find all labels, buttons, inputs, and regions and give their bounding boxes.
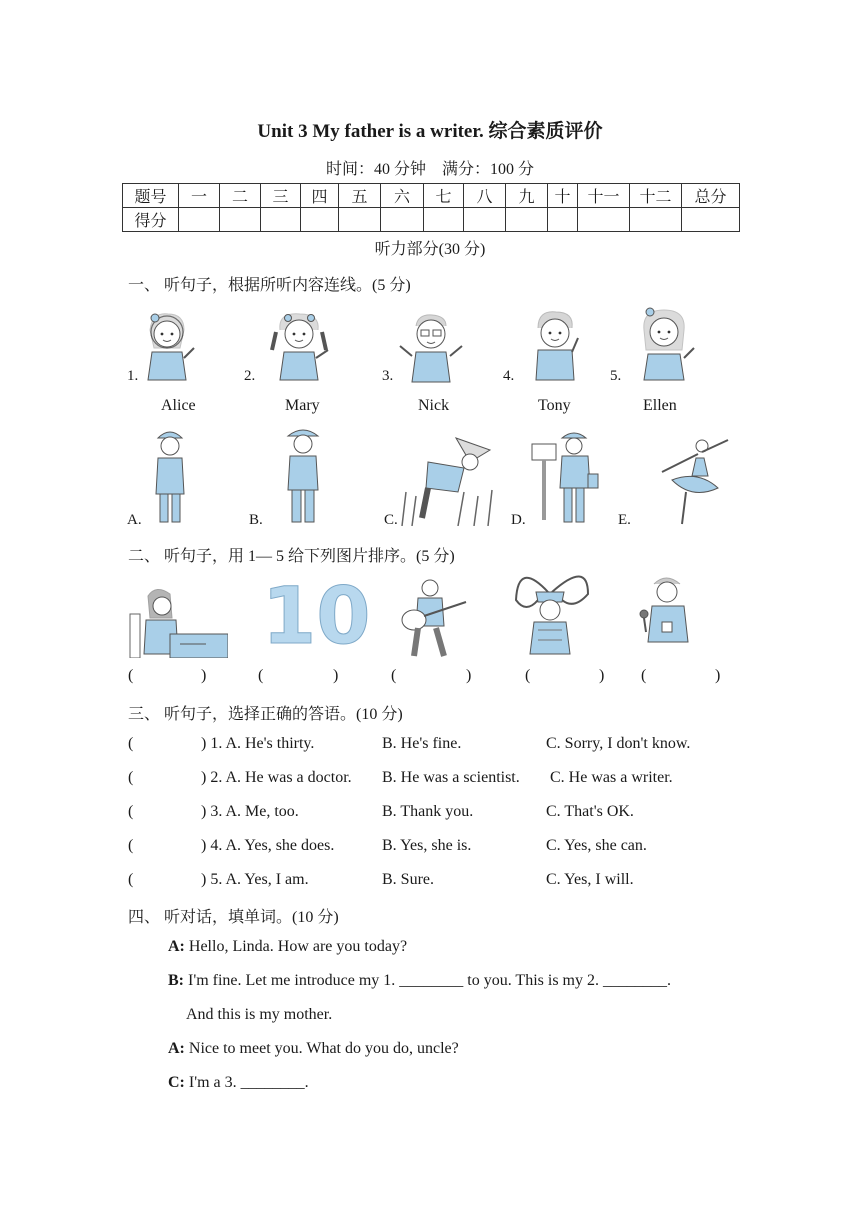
paren-open: ( [525, 667, 531, 684]
item-number: 3. [382, 368, 394, 384]
answer-paren[interactable]: ( [128, 735, 134, 752]
reporter-figure [636, 572, 700, 658]
header-cell: 十 [548, 184, 578, 208]
speaker-label: A: [168, 938, 185, 955]
option-a: ) 2. A. He was a doctor. [201, 769, 352, 786]
header-cell: 三 [261, 184, 301, 208]
dialogue-line [168, 1074, 738, 1092]
option-b: B. Yes, she is. [382, 837, 472, 854]
option-letter: D. [511, 512, 526, 528]
name-ellen: Ellen [643, 397, 677, 414]
option-a: ) 5. A. Yes, I am. [201, 871, 309, 888]
page-title: Unit 3 My father is a writer. 综合素质评价 [257, 121, 603, 142]
option-a: ) 3. A. Me, too. [201, 803, 299, 820]
answer-paren[interactable]: ( [128, 871, 134, 888]
score-cell[interactable] [261, 208, 301, 232]
score-cell[interactable] [548, 208, 578, 232]
score-cell[interactable] [682, 208, 740, 232]
paren-close: ) [715, 667, 721, 684]
row-label-cell: 得分 [123, 208, 179, 232]
name-tony: Tony [538, 397, 571, 414]
tony-figure [528, 308, 582, 384]
header-cell: 十二 [630, 184, 682, 208]
question-row-2 [128, 769, 748, 791]
name-mary: Mary [285, 397, 320, 414]
paren-open: ( [391, 667, 397, 684]
paren-open: ( [128, 667, 134, 684]
header-cell: 一 [179, 184, 220, 208]
score-cell[interactable] [179, 208, 220, 232]
item-number: 1. [127, 368, 139, 384]
paren-close: ) [466, 667, 472, 684]
time-label: 时间：40 分钟 [325, 161, 426, 178]
option-a: ) 4. A. Yes, she does. [201, 837, 335, 854]
header-cell: 总分 [682, 184, 740, 208]
option-letter: E. [618, 512, 631, 528]
option-c: C. He was a writer. [550, 769, 673, 786]
paren-close: ) [333, 667, 339, 684]
score-cell[interactable] [381, 208, 424, 232]
policeman-figure [282, 424, 324, 526]
mary-figure [268, 308, 332, 384]
dialogue-line [168, 972, 738, 990]
nick-figure [396, 310, 466, 384]
paren-open: ( [258, 667, 264, 684]
dancer-figure [652, 432, 732, 526]
option-letter: A. [127, 512, 142, 528]
option-c: C. Sorry, I don't know. [546, 735, 691, 752]
option-b: B. Sure. [382, 871, 434, 888]
dialogue-text[interactable]: I'm a 3. ________. [188, 1074, 309, 1091]
teacher-writing-figure [126, 584, 228, 658]
option-letter: B. [249, 512, 263, 528]
header-cell: 题号 [123, 184, 179, 208]
answer-paren[interactable]: ( [128, 769, 134, 786]
guitarist-figure [396, 576, 468, 660]
item-number: 5. [610, 368, 622, 384]
dialogue-line [168, 1040, 738, 1058]
answer-paren[interactable]: ( [128, 837, 134, 854]
dialogue-line [186, 1006, 756, 1024]
header-cell: 四 [301, 184, 339, 208]
option-c: C. Yes, I will. [546, 871, 634, 888]
score-table [122, 183, 740, 232]
listening-part-label: 听力部分(30 分) [374, 241, 486, 258]
header-cell: 六 [381, 184, 424, 208]
postman-figure [530, 428, 602, 526]
option-b: B. He was a scientist. [382, 769, 520, 786]
score-cell[interactable] [301, 208, 339, 232]
dialogue-text: Nice to meet you. What do you do, uncle? [188, 1040, 459, 1057]
score-cell[interactable] [630, 208, 682, 232]
question-row-4 [128, 837, 748, 859]
header-cell: 五 [339, 184, 381, 208]
score-cell[interactable] [220, 208, 261, 232]
section3-heading: 三、 听句子，选择正确的答语。(10 分) [128, 706, 403, 723]
speaker-label: C: [168, 1074, 185, 1091]
paren-close: ) [201, 667, 207, 684]
policewoman-figure [150, 426, 190, 526]
header-cell: 二 [220, 184, 261, 208]
score-table-score-row [123, 208, 740, 232]
paren-open: ( [641, 667, 647, 684]
dialogue-text: Hello, Linda. How are you today? [188, 938, 408, 955]
option-c: C. Yes, she can. [546, 837, 647, 854]
question-row-1 [128, 735, 748, 757]
paren-close: ) [599, 667, 605, 684]
score-cell[interactable] [464, 208, 506, 232]
score-cell[interactable] [339, 208, 381, 232]
opera-performer-figure [508, 570, 592, 660]
dialogue-line [168, 938, 738, 956]
item-number: 4. [503, 368, 515, 384]
header-cell: 十一 [578, 184, 630, 208]
name-alice: Alice [161, 397, 196, 414]
question-row-3 [128, 803, 748, 825]
number-ten-image: 10 [262, 572, 371, 662]
option-letter: C. [384, 512, 398, 528]
speaker-label: B: [168, 972, 184, 989]
header-cell: 九 [506, 184, 548, 208]
name-nick: Nick [418, 397, 450, 414]
item-number: 2. [244, 368, 256, 384]
dialogue-text[interactable]: I'm fine. Let me introduce my 1. ________ to you. This is my 2. ________. [188, 972, 671, 989]
score-table-header-row [123, 184, 740, 208]
score-label: 满分：100 分 [442, 161, 535, 178]
option-c: C. That's OK. [546, 803, 634, 820]
exam-info [0, 156, 860, 179]
section1-heading: 一、 听句子，根据所听内容连线。(5 分) [128, 277, 411, 294]
dialogue-text: And this is my mother. [186, 1006, 333, 1023]
option-b: B. He's fine. [382, 735, 462, 752]
score-cell[interactable] [506, 208, 548, 232]
header-cell: 八 [464, 184, 506, 208]
score-cell[interactable] [578, 208, 630, 232]
alice-figure [140, 308, 202, 384]
option-b: B. Thank you. [382, 803, 474, 820]
speaker-label: A: [168, 1040, 185, 1057]
answer-paren[interactable]: ( [128, 803, 134, 820]
section4-heading: 四、 听对话，填单词。(10 分) [128, 909, 339, 926]
ellen-figure [634, 304, 698, 384]
farmer-figure [398, 432, 502, 526]
question-row-5 [128, 871, 748, 893]
section2-heading: 二、 听句子，用 1— 5 给下列图片排序。(5 分) [128, 548, 455, 565]
header-cell: 七 [424, 184, 464, 208]
option-a: ) 1. A. He's thirty. [201, 735, 315, 752]
score-cell[interactable] [424, 208, 464, 232]
